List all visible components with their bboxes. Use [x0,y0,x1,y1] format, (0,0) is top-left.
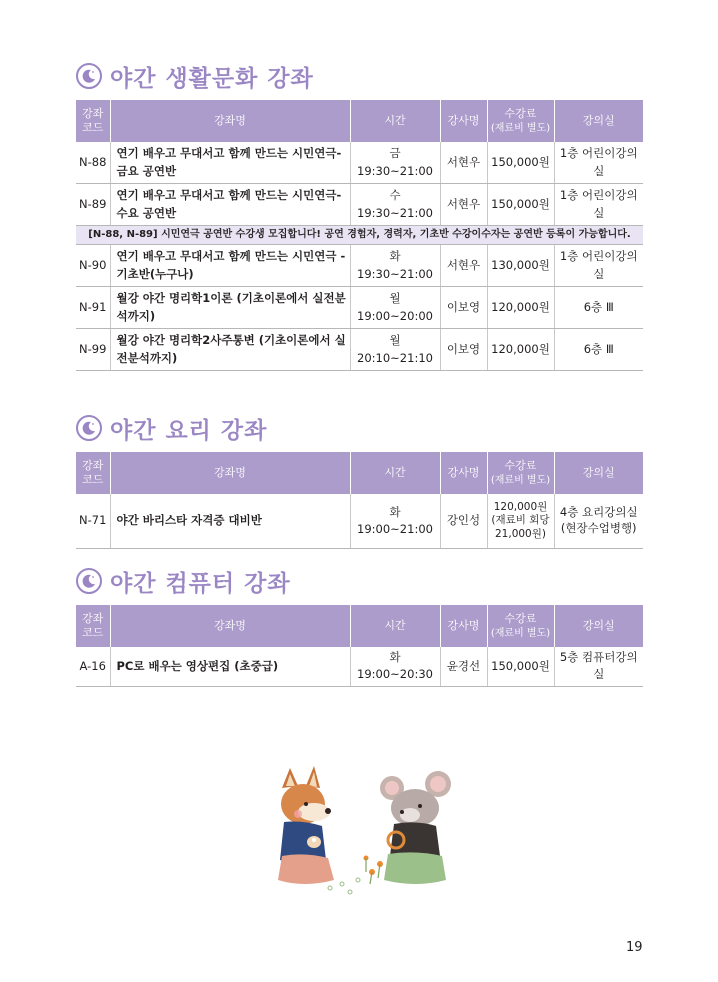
course-name: 월강 야간 명리학2사주통변 (기초이론에서 실전분석까지) [110,329,350,371]
course-fee: 150,000원 [487,647,554,686]
course-name: 연기 배우고 무대서고 함께 만드는 시민연극- 금요 공연반 [110,142,350,184]
header-time: 시간 [350,100,440,142]
course-name: 연기 배우고 무대서고 함께 만드는 시민연극- 수요 공연반 [110,184,350,226]
course-teacher: 서현우 [440,142,487,184]
page-number: 19 [626,940,643,955]
header-fee: 수강료 (재료비 별도) [487,100,554,142]
table-row [76,494,643,549]
computer-section-title: 야간 컴퓨터 강좌 [110,570,291,597]
fox-figure [278,766,334,884]
course-fee: 120,000원 (재료비 회당 21,000원) [487,494,554,549]
course-name: 월강 야간 명리학1이론 (기초이론에서 실전분석까지) [110,287,350,329]
course-teacher: 이보영 [440,329,487,371]
course-code: A-16 [76,647,110,686]
course-name: 연기 배우고 무대서고 함께 만드는 시민연극 -기초반(누구나) [110,245,350,287]
header-time: 시간 [350,605,440,647]
header-name: 강좌명 [110,452,350,494]
course-time: 화 19:30~21:00 [350,245,440,287]
course-room: 6층 Ⅲ [554,329,643,371]
course-fee: 120,000원 [487,329,554,371]
cooking-section-header [76,410,643,446]
header-code: 강좌 코드 [76,605,110,647]
header-room: 강의실 [554,605,643,647]
course-name: PC로 배우는 영상편집 (초중급) [110,647,350,686]
course-code: N-91 [76,287,110,329]
header-name: 강좌명 [110,100,350,142]
header-name: 강좌명 [110,605,350,647]
course-time: 월 19:00~20:00 [350,287,440,329]
cooking-section [76,410,643,549]
course-room: 6층 Ⅲ [554,287,643,329]
course-teacher: 이보영 [440,287,487,329]
culture-course-table [76,100,643,371]
table-header-row [76,452,643,494]
header-room: 강의실 [554,100,643,142]
table-row [76,329,643,371]
course-time: 화 19:00~20:30 [350,647,440,686]
header-room: 강의실 [554,452,643,494]
table-row [76,142,643,184]
course-room: 1층 어린이강의실 [554,184,643,226]
table-row [76,184,643,226]
cooking-course-table [76,452,643,549]
illustration-graphic [270,760,470,910]
header-code: 강좌 코드 [76,452,110,494]
course-teacher: 윤경선 [440,647,487,686]
course-fee: 120,000원 [487,287,554,329]
notice-text: [N-88, N-89] 시민연극 공연반 수강생 모집합니다! 공연 경험자, 경력자, 기초반 수강이수자는 공연반 등록이 가능합니다. [76,226,643,245]
moon-icon [76,568,102,594]
course-code: N-89 [76,184,110,226]
header-teacher: 강사명 [440,100,487,142]
course-room: 1층 어린이강의실 [554,142,643,184]
header-teacher: 강사명 [440,605,487,647]
cooking-section-title: 야간 요리 강좌 [110,417,268,444]
culture-section [76,58,643,371]
moon-icon [76,415,102,441]
culture-section-header [76,58,643,94]
header-fee: 수강료 (재료비 별도) [487,605,554,647]
mouse-figure [380,771,451,884]
course-time: 월 20:10~21:10 [350,329,440,371]
computer-course-table [76,605,643,687]
fox-and-mouse-illustration [270,760,470,910]
flower-decoration [328,856,383,895]
course-room: 4층 요리강의실 (현장수업병행) [554,494,643,549]
course-time: 금 19:30~21:00 [350,142,440,184]
course-room: 5층 컴퓨터강의실 [554,647,643,686]
header-code: 강좌 코드 [76,100,110,142]
course-code: N-99 [76,329,110,371]
table-row [76,245,643,287]
course-fee: 150,000원 [487,184,554,226]
course-time: 수 19:30~21:00 [350,184,440,226]
course-teacher: 강인성 [440,494,487,549]
table-header-row [76,100,643,142]
course-room: 1층 어린이강의실 [554,245,643,287]
course-code: N-71 [76,494,110,549]
computer-section-header [76,563,643,599]
table-row [76,287,643,329]
table-header-row [76,605,643,647]
course-teacher: 서현우 [440,184,487,226]
table-row [76,647,643,686]
header-fee: 수강료 (재료비 별도) [487,452,554,494]
computer-section [76,563,643,687]
course-teacher: 서현우 [440,245,487,287]
header-teacher: 강사명 [440,452,487,494]
course-fee: 130,000원 [487,245,554,287]
course-time: 화 19:00~21:00 [350,494,440,549]
culture-section-title: 야간 생활문화 강좌 [110,65,314,92]
course-name: 야간 바리스타 자격증 대비반 [110,494,350,549]
course-fee: 150,000원 [487,142,554,184]
header-time: 시간 [350,452,440,494]
notice-row [76,226,643,245]
moon-icon [76,63,102,89]
course-code: N-90 [76,245,110,287]
course-code: N-88 [76,142,110,184]
